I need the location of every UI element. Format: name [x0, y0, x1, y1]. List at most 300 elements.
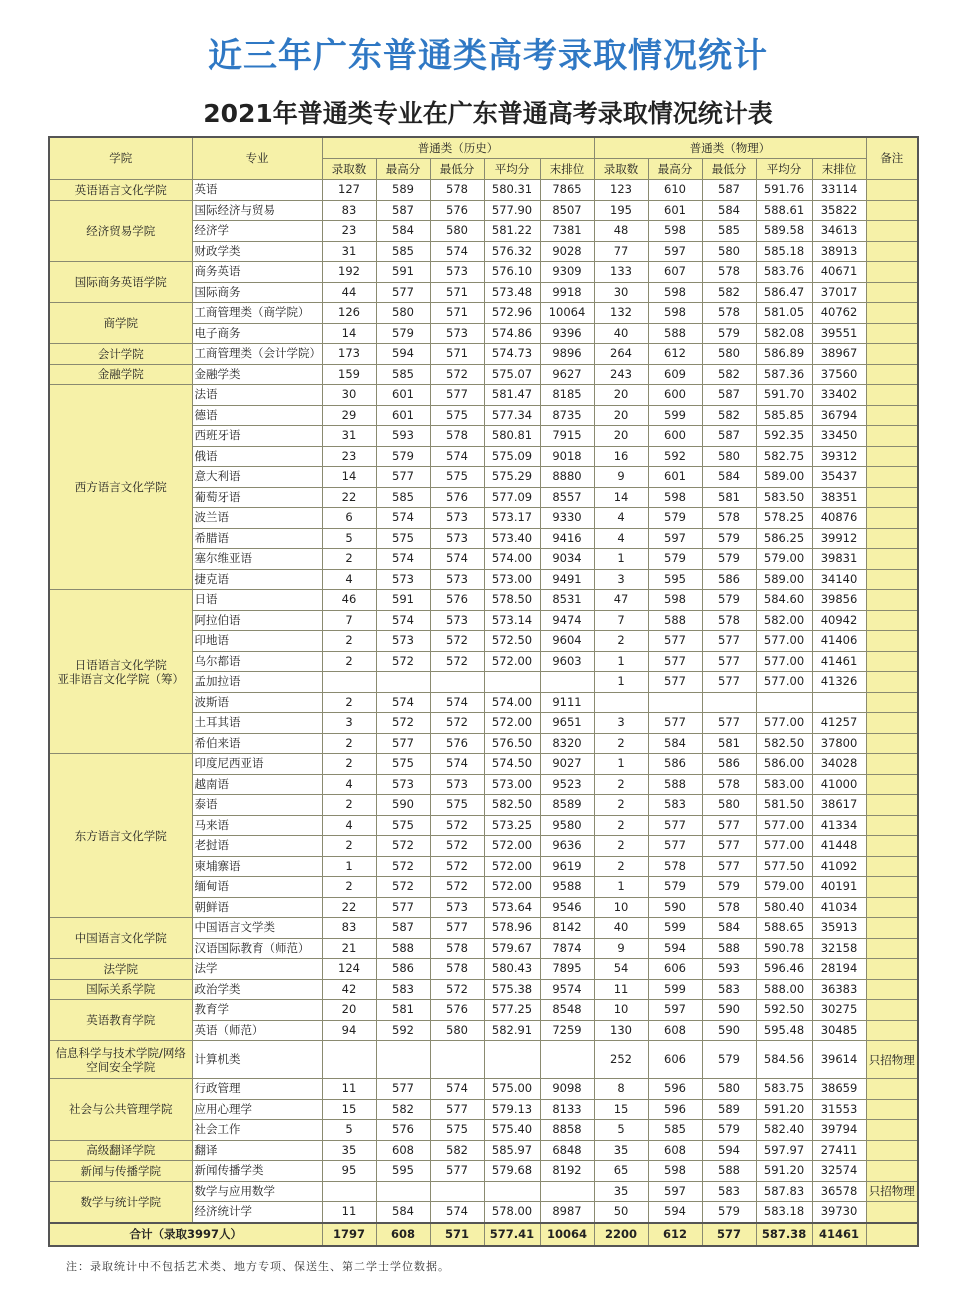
physics-value-cell: 1 [594, 651, 648, 672]
physics-value-cell: 41448 [812, 836, 866, 857]
physics-value-cell: 30275 [812, 1000, 866, 1021]
history-value-cell: 22 [322, 487, 376, 508]
table-row [49, 1161, 918, 1182]
history-value-cell: 571 [430, 303, 484, 324]
history-value-cell: 95 [322, 1161, 376, 1182]
physics-value-cell: 586 [648, 754, 702, 775]
table-row [49, 979, 918, 1000]
physics-value-cell: 600 [648, 426, 702, 447]
physics-value-cell: 584 [702, 200, 756, 221]
history-value-cell: 573.00 [484, 569, 540, 590]
history-value-cell: 192 [322, 262, 376, 283]
footnote: 注：录取统计中不包括艺术类、地方专项、保送生、第二学士学位数据。 [66, 1260, 450, 1273]
history-value-cell: 9546 [540, 897, 594, 918]
header-major: 专业 [192, 137, 322, 180]
physics-value-cell [594, 692, 648, 713]
remark-cell [866, 549, 918, 570]
physics-value-cell: 597.97 [756, 1140, 812, 1161]
history-value-cell: 579.67 [484, 938, 540, 959]
physics-value-cell: 587 [702, 385, 756, 406]
remark-cell [866, 610, 918, 631]
major-cell: 行政管理 [192, 1079, 322, 1100]
physics-value-cell: 583.50 [756, 487, 812, 508]
history-value-cell: 573 [430, 569, 484, 590]
history-value-cell: 9604 [540, 631, 594, 652]
remark-cell [866, 938, 918, 959]
physics-value-cell: 588 [648, 323, 702, 344]
physics-value-cell: 577 [648, 815, 702, 836]
physics-value-cell: 579 [702, 877, 756, 898]
remark-cell [866, 979, 918, 1000]
remark-cell [866, 385, 918, 406]
physics-value-cell: 8 [594, 1079, 648, 1100]
history-value-cell: 2 [322, 651, 376, 672]
physics-value-cell: 16 [594, 446, 648, 467]
physics-value-cell: 587.83 [756, 1181, 812, 1202]
history-value-cell: 7865 [540, 180, 594, 201]
major-cell: 泰语 [192, 795, 322, 816]
remark-cell [866, 200, 918, 221]
physics-value-cell: 589.00 [756, 569, 812, 590]
history-value-cell: 29 [322, 405, 376, 426]
physics-value-cell: 599 [648, 405, 702, 426]
college-cell: 商学院 [49, 303, 192, 344]
physics-value-cell: 582 [702, 364, 756, 385]
physics-value-cell: 5 [594, 1120, 648, 1141]
table-row [49, 200, 918, 221]
physics-value-cell: 39856 [812, 590, 866, 611]
history-value-cell: 576 [376, 1120, 430, 1141]
physics-value-cell: 592.50 [756, 1000, 812, 1021]
physics-value-cell: 36794 [812, 405, 866, 426]
physics-value-cell: 588 [702, 1161, 756, 1182]
history-value-cell: 83 [322, 918, 376, 939]
history-value-cell: 575.29 [484, 467, 540, 488]
history-value-cell: 577 [376, 897, 430, 918]
history-value-cell: 572 [430, 713, 484, 734]
physics-value-cell: 582.50 [756, 733, 812, 754]
physics-value-cell: 589.58 [756, 221, 812, 242]
history-value-cell: 9588 [540, 877, 594, 898]
physics-value-cell: 592 [648, 446, 702, 467]
history-value-cell: 4 [322, 569, 376, 590]
history-value-cell: 587 [376, 918, 430, 939]
physics-value-cell: 34613 [812, 221, 866, 242]
physics-value-cell: 582 [702, 405, 756, 426]
history-value-cell: 9034 [540, 549, 594, 570]
remark-cell [866, 1079, 918, 1100]
history-value-cell: 9416 [540, 528, 594, 549]
history-value-cell: 573 [430, 610, 484, 631]
history-value-cell: 573 [430, 262, 484, 283]
history-value-cell: 9491 [540, 569, 594, 590]
physics-value-cell: 583 [702, 979, 756, 1000]
table-row [49, 918, 918, 939]
history-value-cell: 2 [322, 733, 376, 754]
page-title: 近三年广东普通类高考录取情况统计 [208, 36, 768, 76]
physics-value-cell: 35 [594, 1140, 648, 1161]
remark-cell [866, 1161, 918, 1182]
remark-cell [866, 795, 918, 816]
physics-value-cell: 32574 [812, 1161, 866, 1182]
physics-value-cell: 577.00 [756, 672, 812, 693]
history-value-cell: 9098 [540, 1079, 594, 1100]
history-value-cell: 572 [376, 651, 430, 672]
physics-value-cell: 40671 [812, 262, 866, 283]
history-value-cell: 573 [430, 528, 484, 549]
physics-value-cell: 599 [648, 918, 702, 939]
physics-value-cell: 590 [648, 897, 702, 918]
history-value-cell: 9028 [540, 241, 594, 262]
history-value-cell: 582 [430, 1140, 484, 1161]
history-value-cell: 9619 [540, 856, 594, 877]
history-value-cell: 2 [322, 754, 376, 775]
physics-subheader: 最高分 [648, 159, 702, 180]
physics-value-cell: 587.36 [756, 364, 812, 385]
physics-value-cell: 41406 [812, 631, 866, 652]
physics-value-cell: 10 [594, 1000, 648, 1021]
history-value-cell: 9309 [540, 262, 594, 283]
major-cell: 朝鲜语 [192, 897, 322, 918]
history-value-cell: 578 [430, 426, 484, 447]
physics-value-cell: 9 [594, 467, 648, 488]
remark-cell [866, 1140, 918, 1161]
remark-cell [866, 815, 918, 836]
physics-value-cell: 577 [648, 631, 702, 652]
history-value-cell: 9651 [540, 713, 594, 734]
remark-cell [866, 877, 918, 898]
physics-value-cell: 580 [702, 241, 756, 262]
history-value-cell: 576.10 [484, 262, 540, 283]
physics-value-cell: 577 [702, 713, 756, 734]
history-value-cell: 572 [430, 877, 484, 898]
history-value-cell: 580 [430, 221, 484, 242]
physics-value-cell: 577 [702, 815, 756, 836]
history-value-cell: 8735 [540, 405, 594, 426]
history-subheader: 最高分 [376, 159, 430, 180]
history-value-cell: 572 [376, 856, 430, 877]
history-subheader: 末排位 [540, 159, 594, 180]
major-cell: 土耳其语 [192, 713, 322, 734]
major-cell: 国际商务 [192, 282, 322, 303]
total-physics-value: 41461 [812, 1223, 866, 1246]
total-physics-value: 2200 [594, 1223, 648, 1246]
history-value-cell: 5 [322, 1120, 376, 1141]
admission-table-container [48, 136, 917, 1247]
history-value-cell: 9396 [540, 323, 594, 344]
physics-value-cell: 2 [594, 836, 648, 857]
major-cell: 日语 [192, 590, 322, 611]
physics-value-cell: 596 [648, 1079, 702, 1100]
physics-value-cell: 584 [702, 467, 756, 488]
history-value-cell: 579.13 [484, 1099, 540, 1120]
major-cell: 马来语 [192, 815, 322, 836]
remark-cell [866, 1120, 918, 1141]
physics-value-cell: 608 [648, 1020, 702, 1041]
physics-value-cell: 600 [648, 385, 702, 406]
physics-value-cell: 579 [702, 1041, 756, 1079]
physics-value-cell: 39831 [812, 549, 866, 570]
physics-value-cell: 11 [594, 979, 648, 1000]
history-value-cell: 585.97 [484, 1140, 540, 1161]
college-cell: 东方语言文化学院 [49, 754, 192, 918]
physics-value-cell: 37560 [812, 364, 866, 385]
history-value-cell: 574 [430, 446, 484, 467]
history-value-cell: 608 [376, 1140, 430, 1161]
physics-value-cell: 586.25 [756, 528, 812, 549]
table-row [49, 1000, 918, 1021]
major-cell: 葡萄牙语 [192, 487, 322, 508]
history-value-cell: 576 [430, 590, 484, 611]
history-value-cell: 573 [376, 774, 430, 795]
history-value-cell: 9627 [540, 364, 594, 385]
physics-value-cell: 578 [648, 856, 702, 877]
physics-value-cell: 4 [594, 528, 648, 549]
physics-value-cell: 38913 [812, 241, 866, 262]
history-value-cell: 577 [430, 918, 484, 939]
history-value-cell: 572.00 [484, 836, 540, 857]
major-cell: 工商管理类（会计学院） [192, 344, 322, 365]
major-cell: 新闻传播学类 [192, 1161, 322, 1182]
history-value-cell: 577 [430, 1099, 484, 1120]
history-subheader: 平均分 [484, 159, 540, 180]
physics-value-cell: 40942 [812, 610, 866, 631]
college-cell: 新闻与传播学院 [49, 1161, 192, 1182]
table-row [49, 262, 918, 283]
remark-cell [866, 487, 918, 508]
history-value-cell: 42 [322, 979, 376, 1000]
physics-value-cell: 20 [594, 385, 648, 406]
physics-value-cell: 50 [594, 1202, 648, 1223]
physics-value-cell: 579 [702, 323, 756, 344]
physics-value-cell: 597 [648, 241, 702, 262]
major-cell: 政治学类 [192, 979, 322, 1000]
major-cell: 经济学 [192, 221, 322, 242]
physics-value-cell: 1 [594, 877, 648, 898]
physics-value-cell: 35437 [812, 467, 866, 488]
physics-value-cell: 580 [702, 1079, 756, 1100]
remark-cell [866, 241, 918, 262]
remark-cell: 只招物理 [866, 1041, 918, 1079]
physics-value-cell: 580 [702, 795, 756, 816]
college-cell: 社会与公共管理学院 [49, 1079, 192, 1141]
history-value-cell: 8880 [540, 467, 594, 488]
total-physics-value: 587.38 [756, 1223, 812, 1246]
major-cell: 数学与应用数学 [192, 1181, 322, 1202]
history-value-cell: 587 [376, 200, 430, 221]
college-cell: 英语教育学院 [49, 1000, 192, 1041]
major-cell: 波斯语 [192, 692, 322, 713]
physics-value-cell: 583.00 [756, 774, 812, 795]
physics-value-cell: 577.00 [756, 651, 812, 672]
physics-value-cell: 596 [648, 1099, 702, 1120]
physics-value-cell: 34140 [812, 569, 866, 590]
total-history-value: 10064 [540, 1223, 594, 1246]
remark-cell [866, 631, 918, 652]
table-row [49, 303, 918, 324]
physics-value-cell: 597 [648, 1181, 702, 1202]
history-value-cell: 573.00 [484, 774, 540, 795]
history-value-cell [540, 1041, 594, 1079]
physics-value-cell: 577 [702, 631, 756, 652]
physics-value-cell: 598 [648, 487, 702, 508]
college-cell: 国际关系学院 [49, 979, 192, 1000]
remark-cell [866, 282, 918, 303]
history-value-cell: 594 [376, 344, 430, 365]
physics-value-cell: 577 [702, 672, 756, 693]
history-value-cell: 590 [376, 795, 430, 816]
remark-cell [866, 959, 918, 980]
college-cell: 中国语言文化学院 [49, 918, 192, 959]
physics-value-cell: 582.40 [756, 1120, 812, 1141]
total-history-value: 577.41 [484, 1223, 540, 1246]
physics-value-cell: 580.40 [756, 897, 812, 918]
physics-value-cell: 612 [648, 344, 702, 365]
history-value-cell: 8133 [540, 1099, 594, 1120]
history-value-cell: 577.09 [484, 487, 540, 508]
history-value-cell: 580.43 [484, 959, 540, 980]
remark-cell [866, 364, 918, 385]
physics-value-cell: 35913 [812, 918, 866, 939]
physics-value-cell [812, 692, 866, 713]
history-value-cell: 575 [376, 815, 430, 836]
physics-value-cell: 39912 [812, 528, 866, 549]
physics-value-cell: 588 [702, 938, 756, 959]
history-value-cell: 571 [430, 282, 484, 303]
physics-value-cell: 588.61 [756, 200, 812, 221]
physics-value-cell: 583.75 [756, 1079, 812, 1100]
history-value-cell: 127 [322, 180, 376, 201]
history-value-cell: 7 [322, 610, 376, 631]
physics-value-cell: 601 [648, 200, 702, 221]
remark-cell [866, 323, 918, 344]
physics-value-cell [648, 692, 702, 713]
physics-value-cell: 582.00 [756, 610, 812, 631]
physics-value-cell: 35822 [812, 200, 866, 221]
history-value-cell [376, 672, 430, 693]
college-cell: 会计学院 [49, 344, 192, 365]
header-history-group: 普通类（历史） [322, 137, 594, 159]
physics-value-cell: 130 [594, 1020, 648, 1041]
history-value-cell: 574.00 [484, 549, 540, 570]
history-value-cell: 582.50 [484, 795, 540, 816]
remark-cell [866, 344, 918, 365]
physics-value-cell: 33450 [812, 426, 866, 447]
physics-value-cell: 590 [702, 1000, 756, 1021]
physics-value-cell: 581.50 [756, 795, 812, 816]
history-value-cell [484, 1181, 540, 1202]
history-value-cell: 9474 [540, 610, 594, 631]
physics-value-cell: 582.75 [756, 446, 812, 467]
history-value-cell: 578.50 [484, 590, 540, 611]
physics-value-cell: 579.00 [756, 877, 812, 898]
major-cell: 英语 [192, 180, 322, 201]
physics-value-cell: 65 [594, 1161, 648, 1182]
physics-value-cell: 39794 [812, 1120, 866, 1141]
physics-value-cell: 589 [702, 1099, 756, 1120]
college-cell: 西方语言文化学院 [49, 385, 192, 590]
history-value-cell: 577 [376, 467, 430, 488]
college-cell: 法学院 [49, 959, 192, 980]
physics-value-cell: 581 [702, 487, 756, 508]
history-value-cell: 582.91 [484, 1020, 540, 1041]
remark-cell [866, 528, 918, 549]
physics-value-cell: 38659 [812, 1079, 866, 1100]
history-value-cell: 9603 [540, 651, 594, 672]
physics-value-cell: 583 [702, 1181, 756, 1202]
history-value-cell: 572.50 [484, 631, 540, 652]
history-value-cell: 581.22 [484, 221, 540, 242]
table-row [49, 1140, 918, 1161]
physics-value-cell: 577 [648, 836, 702, 857]
history-value-cell: 574 [376, 692, 430, 713]
physics-value-cell: 579 [702, 1120, 756, 1141]
table-row [49, 364, 918, 385]
physics-value-cell: 583.18 [756, 1202, 812, 1223]
history-value-cell: 2 [322, 836, 376, 857]
history-value-cell [376, 1041, 430, 1079]
history-value-cell: 572 [376, 713, 430, 734]
physics-value-cell: 252 [594, 1041, 648, 1079]
physics-value-cell: 30485 [812, 1020, 866, 1041]
history-value-cell: 584 [376, 221, 430, 242]
history-value-cell: 572.00 [484, 856, 540, 877]
history-value-cell: 576 [430, 1000, 484, 1021]
physics-value-cell: 582.08 [756, 323, 812, 344]
major-cell: 应用心理学 [192, 1099, 322, 1120]
physics-value-cell: 39312 [812, 446, 866, 467]
history-value-cell: 11 [322, 1202, 376, 1223]
major-cell: 德语 [192, 405, 322, 426]
physics-value-cell: 2 [594, 774, 648, 795]
physics-value-cell: 38617 [812, 795, 866, 816]
major-cell: 社会工作 [192, 1120, 322, 1141]
history-value-cell: 573 [430, 323, 484, 344]
physics-value-cell: 40 [594, 323, 648, 344]
history-value-cell: 584 [376, 1202, 430, 1223]
physics-value-cell: 586.47 [756, 282, 812, 303]
history-value-cell: 601 [376, 385, 430, 406]
physics-value-cell: 595 [648, 569, 702, 590]
history-value-cell: 573.17 [484, 508, 540, 529]
physics-value-cell: 579 [702, 528, 756, 549]
remark-cell [866, 467, 918, 488]
header-physics-group: 普通类（物理） [594, 137, 866, 159]
history-value-cell: 591 [376, 262, 430, 283]
header-remark: 备注 [866, 137, 918, 180]
history-value-cell: 8589 [540, 795, 594, 816]
major-cell: 汉语国际教育（师范） [192, 938, 322, 959]
history-value-cell: 578 [430, 959, 484, 980]
history-value-cell: 580 [376, 303, 430, 324]
history-value-cell: 582 [376, 1099, 430, 1120]
major-cell: 商务英语 [192, 262, 322, 283]
history-value-cell: 572 [430, 815, 484, 836]
physics-value-cell: 578 [702, 508, 756, 529]
remark-cell [866, 569, 918, 590]
history-value-cell: 583 [376, 979, 430, 1000]
remark-cell: 只招物理 [866, 1181, 918, 1202]
history-value-cell: 22 [322, 897, 376, 918]
history-value-cell: 601 [376, 405, 430, 426]
physics-value-cell: 40762 [812, 303, 866, 324]
history-value-cell: 23 [322, 446, 376, 467]
table-row [49, 1181, 918, 1202]
history-value-cell: 4 [322, 774, 376, 795]
history-value-cell: 8531 [540, 590, 594, 611]
history-value-cell: 21 [322, 938, 376, 959]
history-value-cell: 573 [430, 774, 484, 795]
